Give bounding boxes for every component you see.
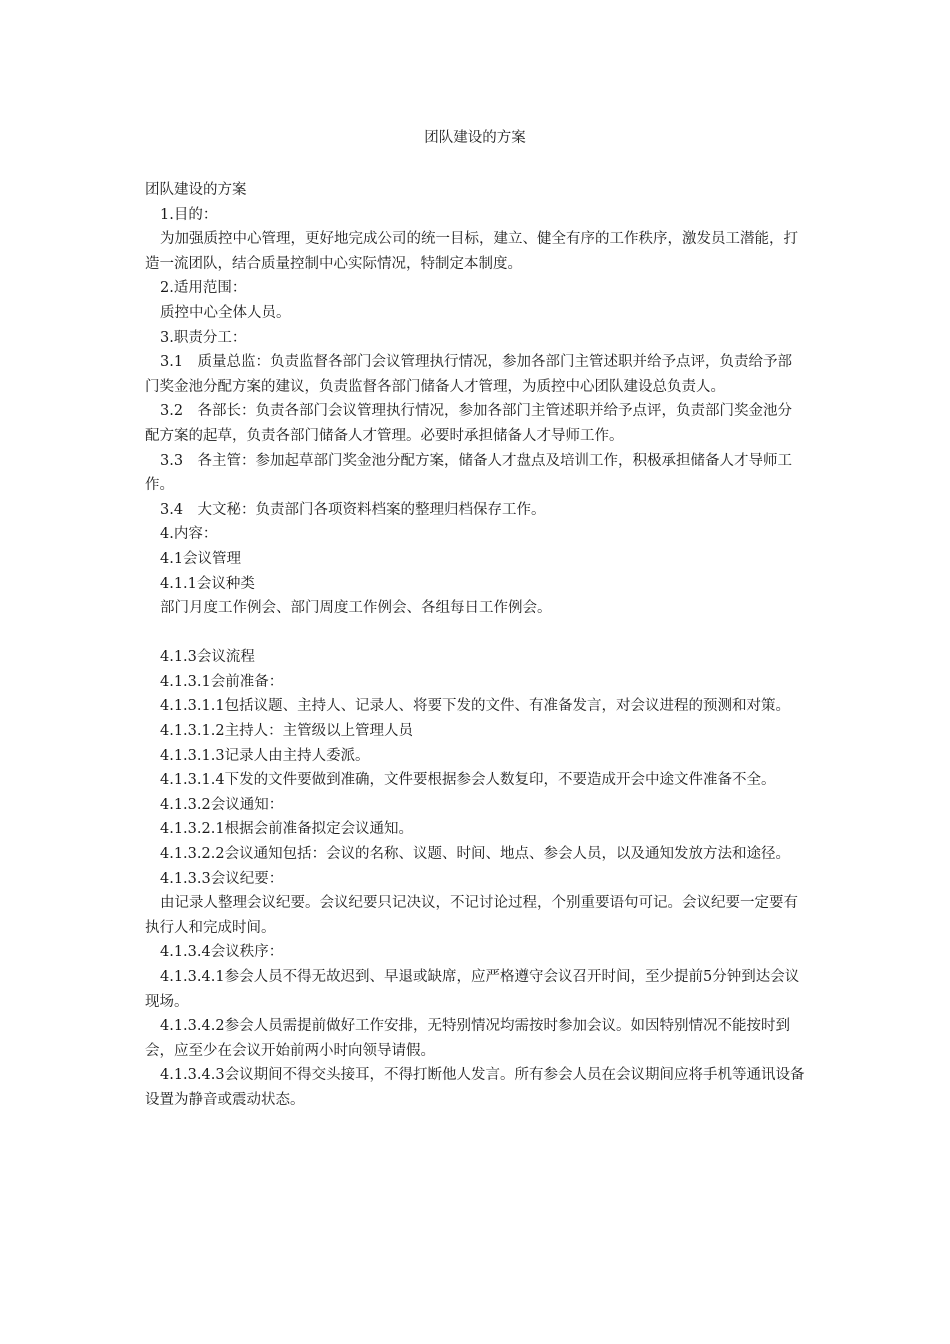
- paragraph: 4.1.1会议种类: [160, 575, 255, 592]
- paragraph: 3.1 质量总监：负责监督各部门会议管理执行情况，参加各部门主管述职并给予点评，负责给予部门奖金池分配方案的建议，负责监督各部门储备人才管理，为质控中心团队建设总负责人。: [145, 354, 793, 395]
- paragraph: 4.内容：: [160, 526, 218, 543]
- paragraph: 4.1.3.4会议秩序：: [160, 944, 284, 961]
- paragraph: 3.职责分工：: [160, 329, 247, 346]
- paragraph: 4.1.3.2.1根据会前准备拟定会议通知。: [160, 821, 414, 838]
- paragraph: 部门月度工作例会、部门周度工作例会、各组每日工作例会。: [160, 600, 552, 617]
- paragraph: 3.3 各主管：参加起草部门奖金池分配方案，储备人才盘点及培训工作，积极承担储备人才导师工作。: [145, 452, 793, 494]
- paragraph: 4.1.3.4.1参会人员不得无故迟到、早退或缺席，应严格遵守会议召开时间，至少提前5分钟到达会议现场。: [145, 969, 800, 1010]
- paragraph: 4.1.3.1.3记录人由主持人委派。: [160, 747, 370, 764]
- paragraph: 4.1.3会议流程: [160, 649, 255, 666]
- paragraph: 1.目的：: [160, 206, 218, 223]
- paragraph: [145, 621, 805, 646]
- document-body: [145, 178, 805, 1113]
- paragraph: 2.适用范围：: [160, 280, 247, 297]
- paragraph: 3.2 各部长：负责各部门会议管理执行情况，参加各部门主管述职并给予点评，负责部门奖金池分配方案的起草，负责各部门储备人才管理。必要时承担储备人才导师工作。: [145, 403, 793, 444]
- paragraph: 为加强质控中心管理，更好地完成公司的统一目标，建立、健全有序的工作秩序，激发员工潜能，打造一流团队，结合质量控制中心实际情况，特制定本制度。: [145, 231, 798, 272]
- paragraph: 4.1.3.1会前准备：: [160, 673, 284, 690]
- paragraph: 4.1.3.4.2参会人员需提前做好工作安排，无特别情况均需按时参加会议。如因特别情况不能按时到会，应至少在会议开始前两小时向领导请假。: [145, 1018, 791, 1059]
- paragraph: 4.1.3.4.3会议期间不得交头接耳，不得打断他人发言。所有参会人员在会议期间应将手机等通讯设备设置为静音或震动状态。: [145, 1067, 805, 1108]
- paragraph: 质控中心全体人员。: [160, 304, 291, 321]
- paragraph: 4.1.3.1.1包括议题、主持人、记录人、将要下发的文件、有准备发言，对会议进程的预测和对策。: [160, 698, 791, 715]
- paragraph: 由记录人整理会议纪要。会议纪要只记决议，不记讨论过程，个别重要语句可记。会议纪要一定要有执行人和完成时间。: [145, 895, 798, 936]
- paragraph: 4.1会议管理: [160, 550, 242, 567]
- paragraph: 4.1.3.3会议纪要：: [160, 870, 284, 887]
- paragraph: 4.1.3.2会议通知：: [160, 796, 284, 813]
- paragraph: 4.1.3.2.2会议通知包括：会议的名称、议题、时间、地点、参会人员，以及通知发放方法和途径。: [160, 846, 791, 863]
- paragraph: 3.4 大文秘：负责部门各项资料档案的整理归档保存工作。: [160, 501, 546, 518]
- document-title: 团队建设的方案: [424, 130, 526, 146]
- paragraph: 4.1.3.1.2主持人：主管级以上管理人员: [160, 723, 414, 740]
- paragraph: 4.1.3.1.4下发的文件要做到准确，文件要根据参会人数复印，不要造成开会中途文件准备不全。: [160, 772, 776, 789]
- paragraph: 团队建设的方案: [145, 182, 247, 198]
